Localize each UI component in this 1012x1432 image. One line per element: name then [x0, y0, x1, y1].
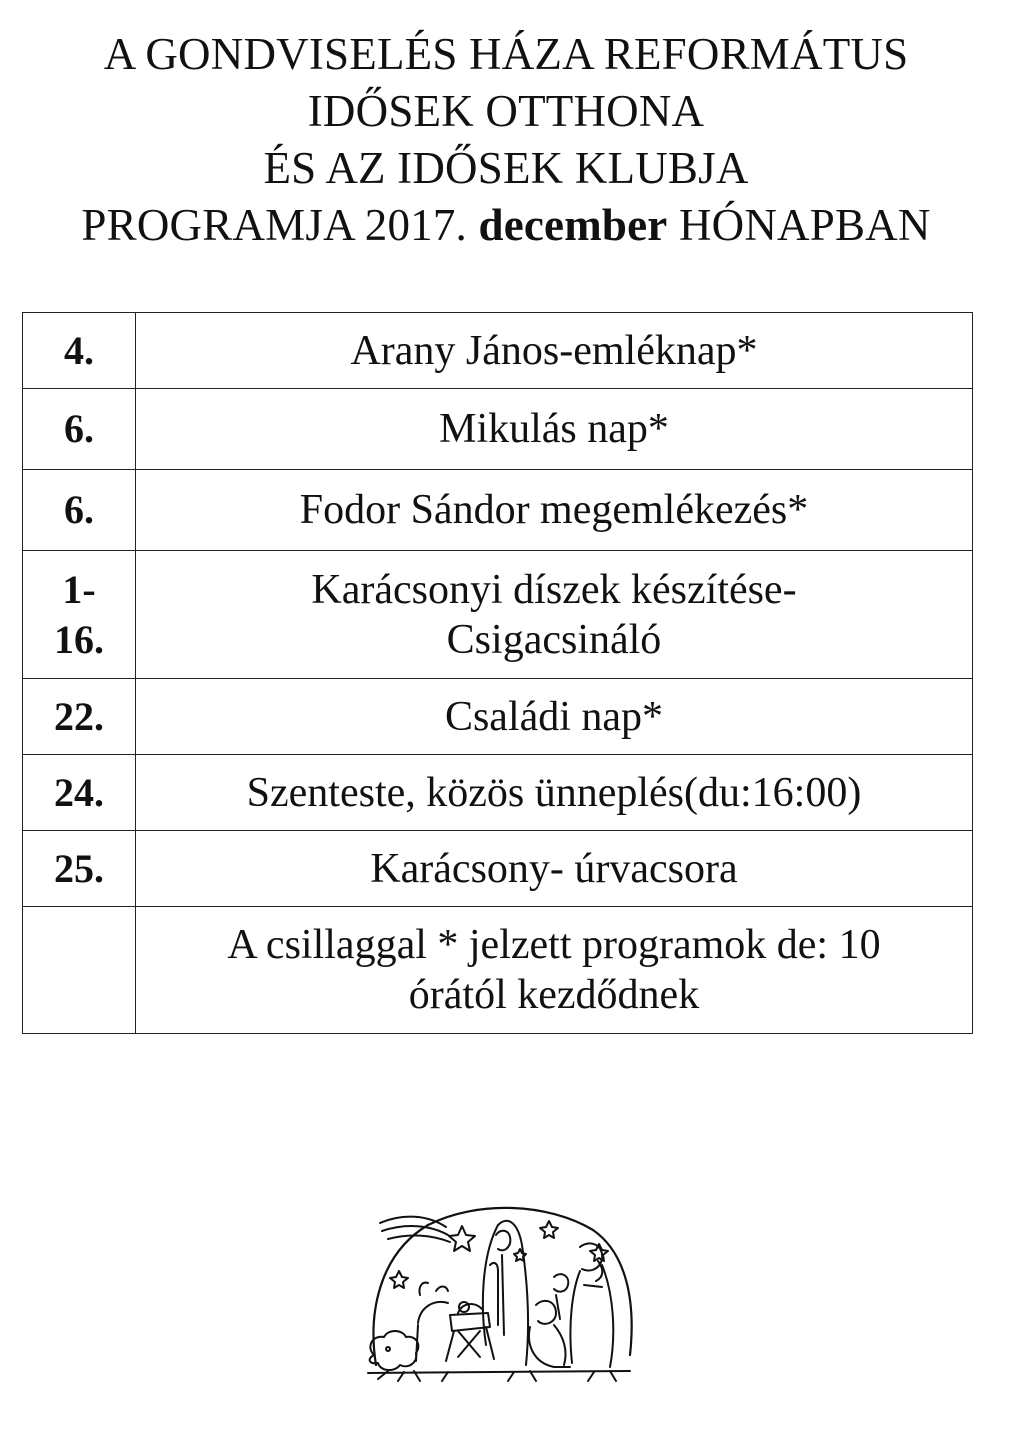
program-event: Karácsony- úrvacsora	[136, 831, 973, 907]
program-day	[23, 907, 136, 1034]
title-line-4	[0, 197, 1012, 254]
program-event: Mikulás nap*	[136, 389, 973, 470]
title-month: december	[478, 200, 668, 250]
title-line-1: A GONDVISELÉS HÁZA REFORMÁTUS	[103, 29, 909, 79]
program-note	[136, 907, 973, 1034]
program-day: 22.	[23, 679, 136, 755]
table-row	[23, 679, 973, 755]
program-day-line: 16.	[54, 616, 104, 662]
program-day: 6.	[23, 389, 136, 470]
program-note-line: órától kezdődnek	[408, 972, 700, 1018]
program-day: 6.	[23, 470, 136, 551]
program-event-line: Csigacsináló	[446, 616, 662, 663]
program-day: 24.	[23, 755, 136, 831]
title-line-2: IDŐSEK OTTHONA	[307, 86, 705, 136]
table-row	[23, 907, 973, 1034]
title-line-3: ÉS AZ IDŐSEK KLUBJA	[263, 143, 749, 193]
program-event: Fodor Sándor megemlékezés*	[136, 470, 973, 551]
table-row	[23, 755, 973, 831]
table-row	[23, 551, 973, 679]
program-day: 25.	[23, 831, 136, 907]
table-row	[23, 389, 973, 470]
title-suffix: HÓNAPBAN	[678, 200, 931, 250]
program-day: 4.	[23, 313, 136, 389]
table-row	[23, 313, 973, 389]
program-event: Szenteste, közös ünneplés(du:16:00)	[136, 755, 973, 831]
table-row	[23, 831, 973, 907]
title-year: PROGRAMJA 2017.	[81, 200, 468, 250]
program-event-line: Karácsonyi díszek készítése-	[311, 566, 797, 613]
nativity-scene-icon	[358, 1195, 638, 1387]
program-event: Családi nap*	[136, 679, 973, 755]
page-title	[0, 26, 1012, 254]
program-event: Arany János-emléknap*	[136, 313, 973, 389]
table-row	[23, 470, 973, 551]
program-event	[136, 551, 973, 679]
program-note-line: A csillaggal * jelzett programok de: 10	[227, 922, 881, 968]
program-day	[23, 551, 136, 679]
program-day-line: 1-	[62, 566, 96, 612]
program-table	[22, 312, 973, 1034]
